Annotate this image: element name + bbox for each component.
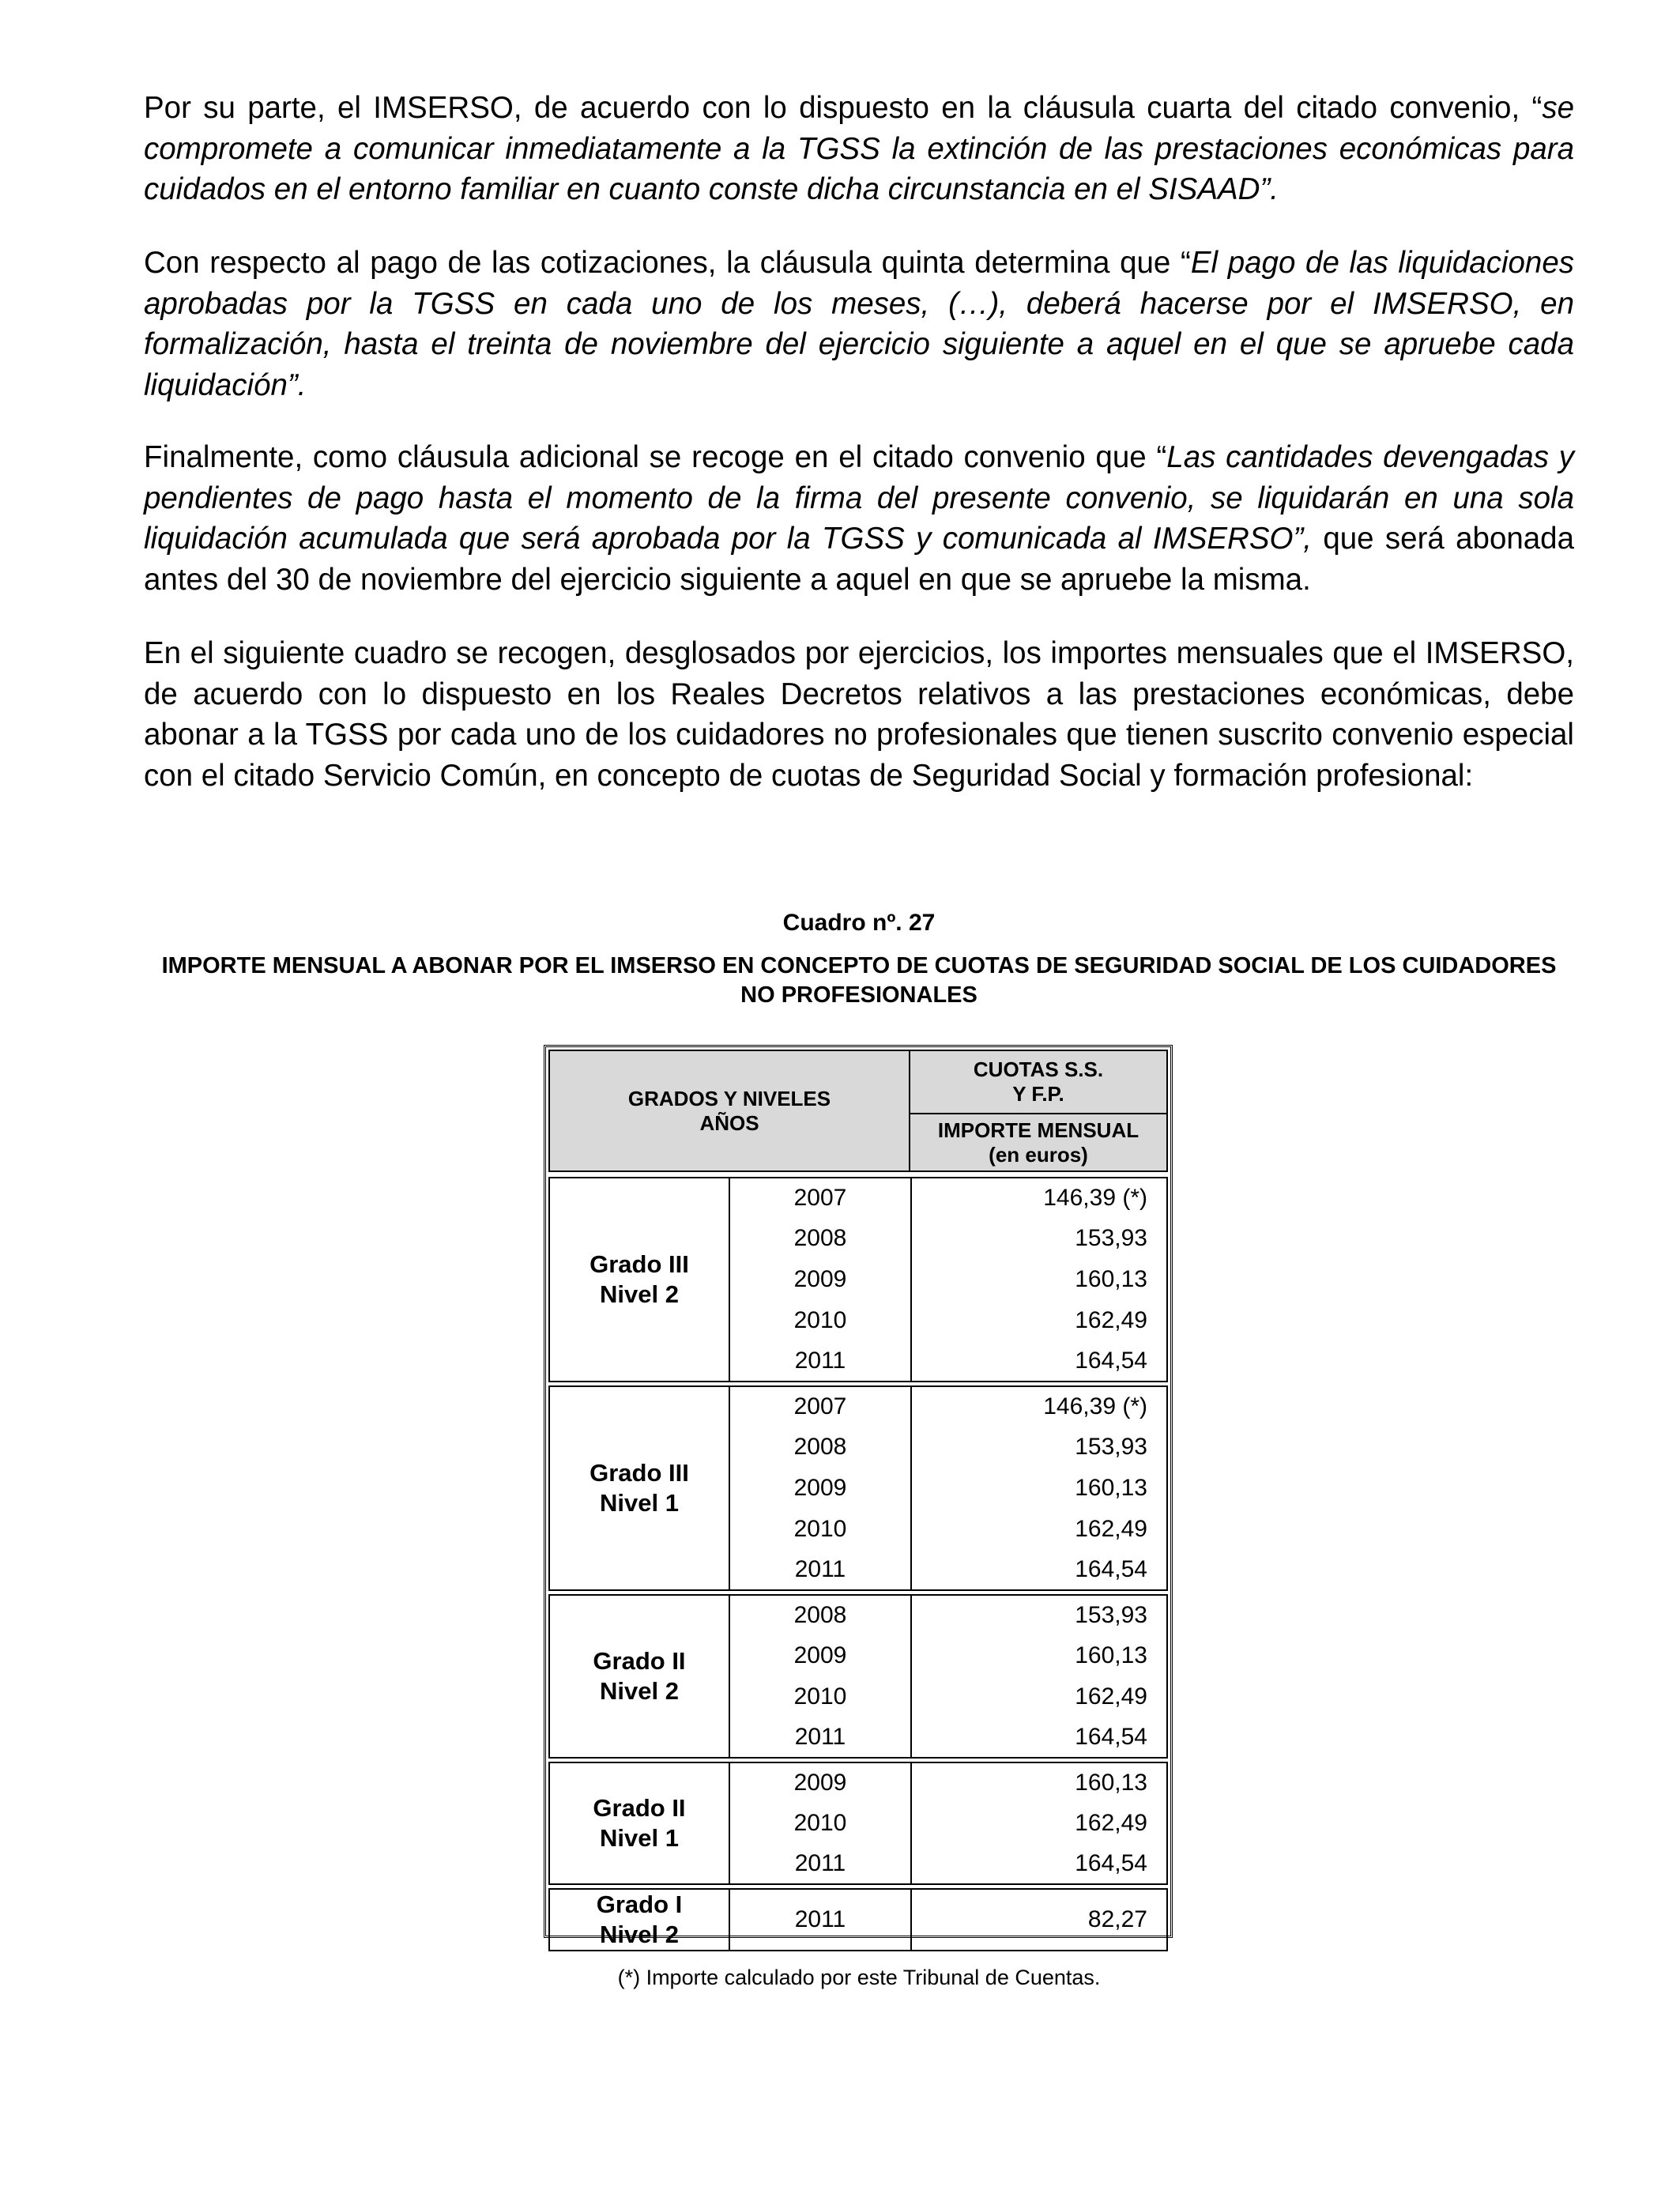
- paragraph-imserso-commitment: [144, 88, 1574, 210]
- grade-level-cell: [548, 1177, 730, 1382]
- year-cell: 2009: [793, 1642, 847, 1668]
- table-title: IMPORTE MENSUAL A ABONAR POR EL IMSERSO EN CONCEPTO DE CUOTAS DE SEGURIDAD SOCIAL DE LOS CUIDADORES NO PROFESIONALES: [161, 953, 1557, 1008]
- grade-label: Grado I: [596, 1891, 683, 1918]
- header-label: Y F.P.: [1012, 1082, 1064, 1106]
- table-row: [548, 1594, 1168, 1635]
- grade-label: Grado III: [590, 1250, 689, 1278]
- header-label: (en euros): [989, 1142, 1088, 1167]
- paragraph-quote: El pago de las liquidaciones aprobadas por la TGSS en cada uno de los meses, (…), deberá hacerse por el IMSERSO, en formalización, hasta el treinta de noviembre del ejercicio siguiente a aquel en el que se apruebe cada liquidación”.: [144, 246, 1574, 402]
- amount-cell: 164,54: [910, 1844, 1168, 1885]
- year-cell: 2009: [793, 1475, 847, 1501]
- level-label: Nivel 2: [600, 1921, 679, 1948]
- amount-cell: 162,49: [910, 1509, 1168, 1550]
- level-label: Nivel 2: [600, 1677, 679, 1705]
- amount-cell: 164,54: [910, 1717, 1168, 1759]
- amount-cell: 162,49: [910, 1300, 1168, 1341]
- grade-label: Grado III: [590, 1459, 689, 1487]
- paragraph-quote: se compromete a comunicar inmediatamente a la TGSS la extinción de las prestaciones económicas para cuidados en el entorno familiar en cuanto conste dicha circunstancia en el SISAAD”.: [144, 91, 1574, 206]
- amount-cell: 164,54: [910, 1550, 1168, 1591]
- header-quotas: [910, 1050, 1168, 1114]
- year-cell: 2008: [793, 1434, 847, 1460]
- amount-cell: 146,39 (*): [910, 1177, 1168, 1218]
- year-cell: 2011: [730, 1341, 910, 1382]
- year-cell: 2011: [730, 1717, 910, 1759]
- paragraph-text: Con respecto al pago de las cotizaciones, la cláusula quinta determina que “: [144, 246, 1191, 280]
- amount-cell: 164,54: [910, 1341, 1168, 1382]
- quota-table-frame: [544, 1045, 1173, 1948]
- paragraph-quote: Las cantidades devengadas y pendientes de pago hasta el momento de la firma del presente convenio, se liquidarán en una sola liquidación acumulada que será aprobada por la TGSS y comunicada al IMSERSO”,: [144, 440, 1574, 556]
- grade-label: Grado II: [593, 1794, 686, 1822]
- amount-cell: 153,93: [910, 1218, 1168, 1259]
- amount-cell: 160,13: [910, 1468, 1168, 1509]
- quota-table: [548, 1050, 1168, 1951]
- header-grades-years: [548, 1050, 910, 1172]
- paragraph-text: Por su parte, el IMSERSO, de acuerdo con lo dispuesto en la cláusula cuarta del citado convenio, “: [144, 91, 1543, 125]
- amount-cell: 153,93: [910, 1594, 1168, 1635]
- amount-cell: 82,27: [910, 1888, 1168, 1951]
- header-label: IMPORTE MENSUAL: [937, 1118, 1139, 1142]
- year-cell: 2010: [793, 1307, 847, 1333]
- year-cell: 2011: [730, 1550, 910, 1591]
- amount-cell: 153,93: [910, 1427, 1168, 1468]
- year-cell: 2010: [793, 1516, 847, 1542]
- table-row: [548, 1177, 1168, 1218]
- header-monthly-amount: [910, 1114, 1168, 1172]
- grade-label: Grado II: [593, 1647, 686, 1675]
- amount-cell: 146,39 (*): [910, 1385, 1168, 1427]
- table-row: [548, 1888, 1168, 1951]
- amount-cell: 162,49: [910, 1676, 1168, 1717]
- level-label: Nivel 1: [600, 1824, 679, 1852]
- amount-cell: 160,13: [910, 1762, 1168, 1803]
- year-cell: 2011: [730, 1844, 910, 1885]
- year-cell: 2008: [730, 1594, 910, 1635]
- paragraph-table-intro: En el siguiente cuadro se recogen, desglosados por ejercicios, los importes mensuales que el IMSERSO, de acuerdo con lo dispuesto en los Reales Decretos relativos a las prestaciones económicas, debe abonar a la TGSS por cada uno de los cuidadores no profesionales que tienen suscrito convenio especial con el citado Servicio Común, en concepto de cuotas de Seguridad Social y formación profesional:: [144, 636, 1574, 793]
- level-label: Nivel 1: [600, 1489, 679, 1517]
- level-label: Nivel 2: [600, 1280, 679, 1308]
- grade-level-cell: [548, 1888, 730, 1951]
- year-cell: 2011: [730, 1888, 910, 1951]
- header-label: GRADOS Y NIVELES: [627, 1086, 831, 1110]
- paragraph-text: que será abonada antes del 30 de noviembre del ejercicio siguiente a aquel en que se apruebe la misma.: [144, 522, 1575, 597]
- paragraph-payment-clause: [144, 243, 1574, 405]
- amount-cell: 162,49: [910, 1803, 1168, 1844]
- paragraph-text: Finalmente, como cláusula adicional se recoge en el citado convenio que “: [144, 440, 1167, 474]
- table-footnote: (*) Importe calculado por este Tribunal de Cuentas.: [617, 1966, 1101, 1989]
- grade-level-cell: [548, 1385, 730, 1591]
- grade-level-cell: [548, 1762, 730, 1885]
- year-cell: 2010: [793, 1810, 847, 1836]
- table-row: [548, 1762, 1168, 1803]
- table-number: Cuadro nº. 27: [782, 910, 936, 936]
- paragraph-additional-clause: [144, 437, 1574, 600]
- year-cell: 2008: [793, 1225, 847, 1251]
- amount-cell: 160,13: [910, 1259, 1168, 1300]
- amount-cell: 160,13: [910, 1635, 1168, 1676]
- table-header-row: [548, 1050, 1168, 1114]
- year-cell: 2007: [730, 1385, 910, 1427]
- grade-level-cell: [548, 1594, 730, 1759]
- header-label: CUOTAS S.S.: [973, 1057, 1104, 1081]
- year-cell: 2007: [730, 1177, 910, 1218]
- year-cell: 2009: [793, 1266, 847, 1292]
- table-row: [548, 1385, 1168, 1427]
- header-label: AÑOS: [699, 1110, 759, 1135]
- year-cell: 2009: [730, 1762, 910, 1803]
- year-cell: 2010: [793, 1683, 847, 1710]
